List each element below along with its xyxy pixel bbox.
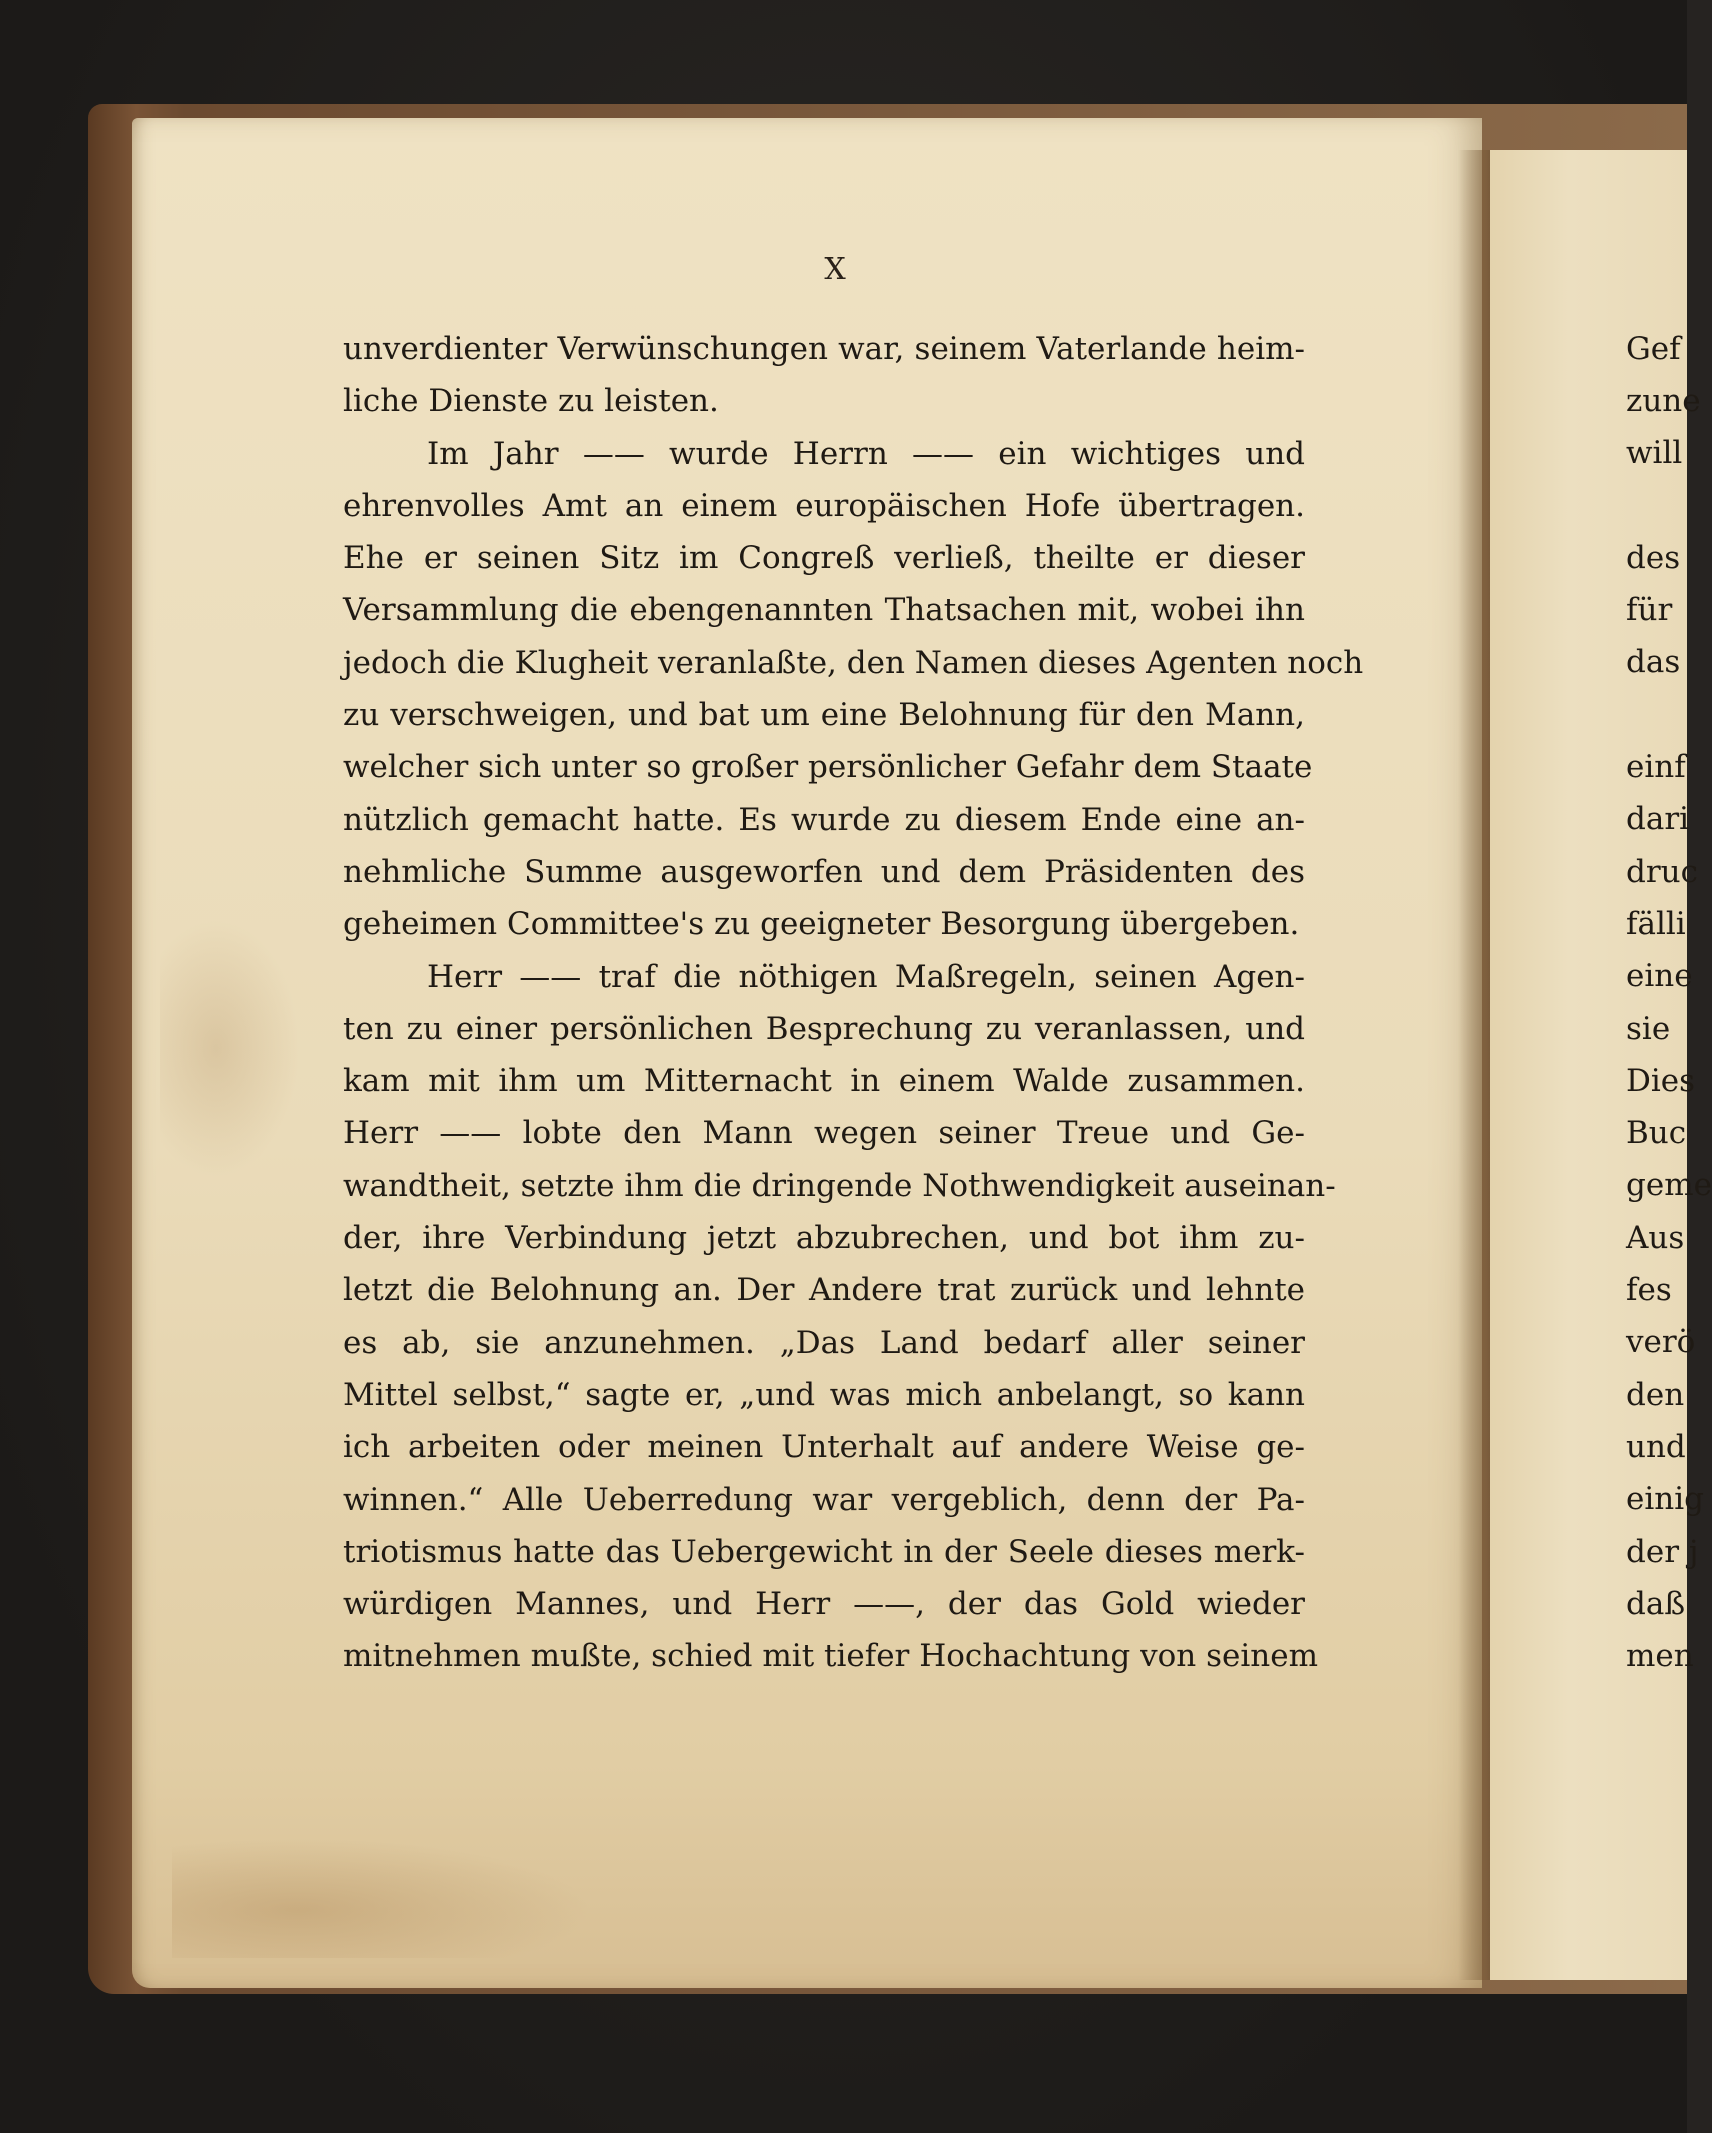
text-line: zu verschweigen, und bat um eine Belohnung für den Mann, bbox=[343, 697, 1305, 734]
text-line: ten zu einer persönlichen Besprechung zu veranlassen, und bbox=[343, 1010, 1305, 1047]
text-line: winnen.“ Alle Ueberredung war vergeblich, denn der Pa- bbox=[343, 1481, 1305, 1518]
text-fragment: Buc bbox=[1626, 1115, 1687, 1151]
text-fragment: verö bbox=[1626, 1324, 1696, 1360]
text-line: Ehe er seinen Sitz im Congreß verließ, theilte er dieser bbox=[343, 540, 1305, 577]
page-number: X bbox=[824, 252, 846, 287]
left-page-text bbox=[343, 323, 1364, 1683]
text-fragment: und bbox=[1626, 1429, 1686, 1465]
text-line: ehrenvolles Amt an einem europäischen Hofe übertragen. bbox=[343, 487, 1305, 524]
text-line: geheimen Committee's zu geeigneter Besorgung übergeben. bbox=[343, 906, 1300, 943]
text-line: Versammlung die ebengenannten Thatsachen mit, wobei ihn bbox=[343, 592, 1305, 629]
text-fragment: sie bbox=[1626, 1011, 1671, 1047]
text-line: würdigen Mannes, und Herr ——, der das Gold wieder bbox=[343, 1586, 1305, 1623]
text-line: es ab, sie anzunehmen. „Das Land bedarf aller seiner bbox=[343, 1324, 1305, 1361]
text-line: letzt die Belohnung an. Der Andere trat zurück und lehnte bbox=[343, 1272, 1305, 1309]
text-line: nehmliche Summe ausgeworfen und dem Präsidenten des bbox=[343, 853, 1305, 890]
text-fragment: zune bbox=[1626, 383, 1701, 419]
text-fragment: des bbox=[1626, 540, 1681, 576]
text-fragment: will bbox=[1626, 435, 1683, 471]
text-fragment: Gef bbox=[1626, 331, 1681, 367]
text-line: kam mit ihm um Mitternacht in einem Walde zusammen. bbox=[343, 1063, 1305, 1100]
text-fragment: fälli bbox=[1626, 906, 1686, 942]
text-line: der, ihre Verbindung jetzt abzubrechen, und bot ihm zu- bbox=[343, 1220, 1305, 1257]
text-line: nützlich gemacht hatte. Es wurde zu diesem Ende eine an- bbox=[343, 801, 1305, 838]
text-fragment: eine bbox=[1626, 958, 1693, 994]
text-fragment: daß bbox=[1626, 1586, 1686, 1622]
text-line: Herr —— lobte den Mann wegen seiner Treue und Ge- bbox=[343, 1115, 1305, 1152]
text-fragment: das bbox=[1626, 644, 1681, 680]
text-line: welcher sich unter so großer persönlicher Gefahr dem Staate bbox=[343, 749, 1313, 786]
text-line: Herr —— traf die nöthigen Maßregeln, seinen Agen- bbox=[427, 958, 1305, 995]
text-line: wandtheit, setzte ihm die dringende Nothwendigkeit auseinan- bbox=[343, 1167, 1336, 1204]
text-line: mitnehmen mußte, schied mit tiefer Hochachtung von seinem bbox=[343, 1638, 1319, 1675]
text-fragment: geme bbox=[1626, 1167, 1712, 1203]
text-fragment: einf bbox=[1626, 749, 1686, 785]
text-fragment: dari bbox=[1626, 801, 1690, 837]
text-line: liche Dienste zu leisten. bbox=[343, 383, 719, 420]
text-fragment: Dies bbox=[1626, 1063, 1696, 1099]
text-fragment: Aus bbox=[1626, 1220, 1685, 1256]
text-line: ich arbeiten oder meinen Unterhalt auf andere Weise ge- bbox=[343, 1429, 1305, 1466]
text-fragment: der j bbox=[1626, 1534, 1699, 1570]
text-line: triotismus hatte das Uebergewicht in der Seele dieses merk- bbox=[343, 1533, 1305, 1570]
text-fragment: den bbox=[1626, 1377, 1685, 1413]
text-fragment: für bbox=[1626, 592, 1673, 628]
text-fragment: fes bbox=[1626, 1272, 1672, 1308]
text-line: Mittel selbst,“ sagte er, „und was mich anbelangt, so kann bbox=[343, 1376, 1305, 1413]
text-fragment: druc bbox=[1626, 854, 1698, 890]
right-page-text bbox=[1626, 323, 1712, 1723]
text-line: Im Jahr —— wurde Herrn —— ein wichtiges und bbox=[427, 435, 1305, 472]
text-line: unverdienter Verwünschungen war, seinem Vaterlande heim- bbox=[343, 331, 1305, 367]
text-fragment: men bbox=[1626, 1638, 1694, 1674]
text-fragment: einig bbox=[1626, 1481, 1704, 1517]
text-line: jedoch die Klugheit veranlaßte, den Namen dieses Agenten noch bbox=[343, 644, 1364, 681]
